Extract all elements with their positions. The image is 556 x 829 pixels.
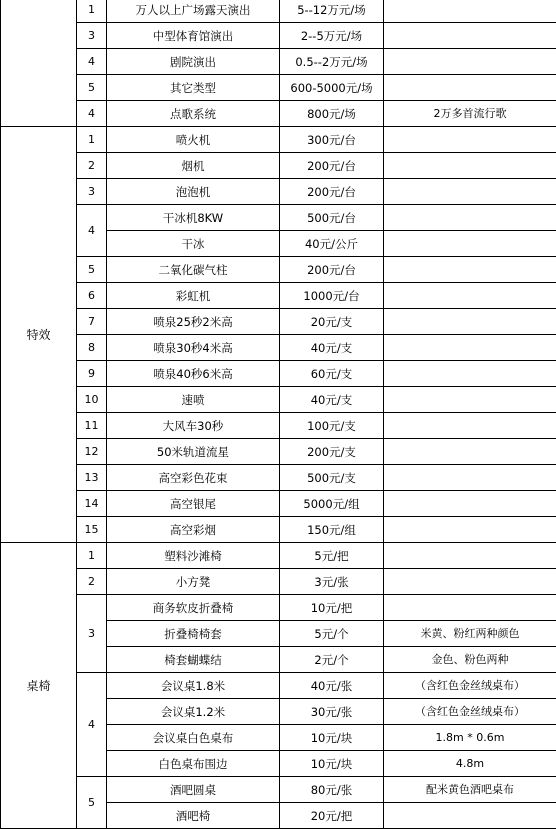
price-cell: 2元/个 [280,647,384,673]
note-cell [384,75,556,101]
note-cell: （含红色金丝绒桌布） [384,699,556,725]
item-name-cell: 干冰机8KW [107,205,280,231]
table-row [1,569,556,595]
item-name-cell: 酒吧椅 [107,803,280,829]
note-cell: 4.8m [384,751,556,777]
row-number-cell: 13 [77,465,107,491]
note-cell: 1.8m * 0.6m [384,725,556,751]
price-cell: 20元/把 [280,803,384,829]
note-cell [384,153,556,179]
row-number-cell: 3 [77,595,107,673]
note-cell [384,309,556,335]
price-cell: 5元/把 [280,543,384,569]
note-cell [384,595,556,621]
row-number-cell: 1 [77,543,107,569]
table-row [1,595,556,621]
price-cell: 5000元/组 [280,491,384,517]
table-row [1,257,556,283]
price-cell: 500元/支 [280,465,384,491]
row-number-cell: 3 [77,23,107,49]
note-cell: 配米黄色酒吧桌布 [384,777,556,803]
note-cell [384,543,556,569]
note-cell [384,439,556,465]
note-cell: 金色、粉色两种 [384,647,556,673]
category-cell [1,0,77,127]
row-number-cell: 3 [77,179,107,205]
row-number-cell: 11 [77,413,107,439]
item-name-cell: 小方凳 [107,569,280,595]
table-row [1,673,556,699]
table-row [1,465,556,491]
note-cell [384,23,556,49]
item-name-cell: 酒吧圆桌 [107,777,280,803]
table-row [1,309,556,335]
item-name-cell: 喷火机 [107,127,280,153]
table-row [1,127,556,153]
note-cell [384,49,556,75]
table-row [1,777,556,803]
note-cell [384,491,556,517]
row-number-cell: 1 [77,0,107,23]
row-number-cell: 5 [77,75,107,101]
item-name-cell: 喷泉25秒2米高 [107,309,280,335]
category-cell: 桌椅 [1,543,77,829]
price-table-body [1,0,556,829]
item-name-cell: 椅套蝴蝶结 [107,647,280,673]
row-number-cell: 10 [77,387,107,413]
item-name-cell: 点歌系统 [107,101,280,127]
table-row [1,491,556,517]
row-number-cell: 2 [77,569,107,595]
price-cell: 800元/场 [280,101,384,127]
note-cell [384,517,556,543]
table-row [1,439,556,465]
item-name-cell: 高空银尾 [107,491,280,517]
item-name-cell: 高空彩烟 [107,517,280,543]
row-number-cell: 12 [77,439,107,465]
price-cell: 200元/台 [280,257,384,283]
table-row [1,387,556,413]
item-name-cell: 会议桌1.2米 [107,699,280,725]
item-name-cell: 万人以上广场露天演出 [107,0,280,23]
row-number-cell: 9 [77,361,107,387]
table-row [1,413,556,439]
item-name-cell: 会议桌1.8米 [107,673,280,699]
item-name-cell: 商务软皮折叠椅 [107,595,280,621]
note-cell [384,569,556,595]
price-cell: 60元/支 [280,361,384,387]
item-name-cell: 彩虹机 [107,283,280,309]
note-cell [384,465,556,491]
table-row [1,75,556,101]
note-cell [384,413,556,439]
note-cell [384,179,556,205]
row-number-cell: 15 [77,517,107,543]
price-cell: 10元/把 [280,595,384,621]
price-cell: 10元/块 [280,725,384,751]
row-number-cell: 5 [77,777,107,829]
price-cell: 2--5万元/场 [280,23,384,49]
price-cell: 300元/台 [280,127,384,153]
price-cell: 600-5000元/场 [280,75,384,101]
price-cell: 500元/台 [280,205,384,231]
row-number-cell: 1 [77,127,107,153]
item-name-cell: 干冰 [107,231,280,257]
item-name-cell: 50米轨道流星 [107,439,280,465]
price-cell: 40元/张 [280,673,384,699]
row-number-cell: 7 [77,309,107,335]
row-number-cell: 5 [77,257,107,283]
table-row [1,543,556,569]
price-cell: 0.5--2万元/场 [280,49,384,75]
table-row [1,361,556,387]
table-row [1,101,556,127]
category-cell: 特效 [1,127,77,543]
price-cell: 40元/公斤 [280,231,384,257]
row-number-cell: 4 [77,101,107,127]
price-cell: 3元/张 [280,569,384,595]
price-cell: 200元/台 [280,153,384,179]
price-cell: 40元/支 [280,335,384,361]
item-name-cell: 会议桌白色桌布 [107,725,280,751]
price-cell: 5元/个 [280,621,384,647]
note-cell [384,387,556,413]
note-cell [384,127,556,153]
table-row [1,283,556,309]
note-cell [384,231,556,257]
note-cell [384,283,556,309]
note-cell [384,257,556,283]
table-row [1,49,556,75]
note-cell: 米黄、粉红两种颜色 [384,621,556,647]
price-cell: 20元/支 [280,309,384,335]
price-cell: 5--12万元/场 [280,0,384,23]
note-cell [384,0,556,23]
item-name-cell: 白色桌布围边 [107,751,280,777]
table-row [1,0,556,23]
note-cell [384,803,556,829]
price-cell: 30元/张 [280,699,384,725]
row-number-cell: 4 [77,673,107,777]
note-cell: （含红色金丝绒桌布） [384,673,556,699]
item-name-cell: 烟机 [107,153,280,179]
item-name-cell: 高空彩色花束 [107,465,280,491]
item-name-cell: 剧院演出 [107,49,280,75]
note-cell [384,205,556,231]
table-row [1,517,556,543]
price-cell: 1000元/台 [280,283,384,309]
price-cell: 100元/支 [280,413,384,439]
item-name-cell: 塑料沙滩椅 [107,543,280,569]
item-name-cell: 大风车30秒 [107,413,280,439]
row-number-cell: 14 [77,491,107,517]
row-number-cell: 4 [77,49,107,75]
row-number-cell: 4 [77,205,107,257]
price-cell: 40元/支 [280,387,384,413]
item-name-cell: 折叠椅椅套 [107,621,280,647]
price-cell: 80元/张 [280,777,384,803]
note-cell: 2万多首流行歌 [384,101,556,127]
item-name-cell: 速喷 [107,387,280,413]
item-name-cell: 其它类型 [107,75,280,101]
price-cell: 10元/块 [280,751,384,777]
item-name-cell: 二氧化碳气柱 [107,257,280,283]
note-cell [384,361,556,387]
price-cell: 150元/组 [280,517,384,543]
table-row [1,179,556,205]
row-number-cell: 8 [77,335,107,361]
price-cell: 200元/支 [280,439,384,465]
table-row [1,153,556,179]
table-row [1,23,556,49]
item-name-cell: 中型体育馆演出 [107,23,280,49]
row-number-cell: 2 [77,153,107,179]
item-name-cell: 泡泡机 [107,179,280,205]
price-cell: 200元/台 [280,179,384,205]
item-name-cell: 喷泉30秒4米高 [107,335,280,361]
table-row [1,335,556,361]
note-cell [384,335,556,361]
row-number-cell: 6 [77,283,107,309]
table-row [1,205,556,231]
item-name-cell: 喷泉40秒6米高 [107,361,280,387]
